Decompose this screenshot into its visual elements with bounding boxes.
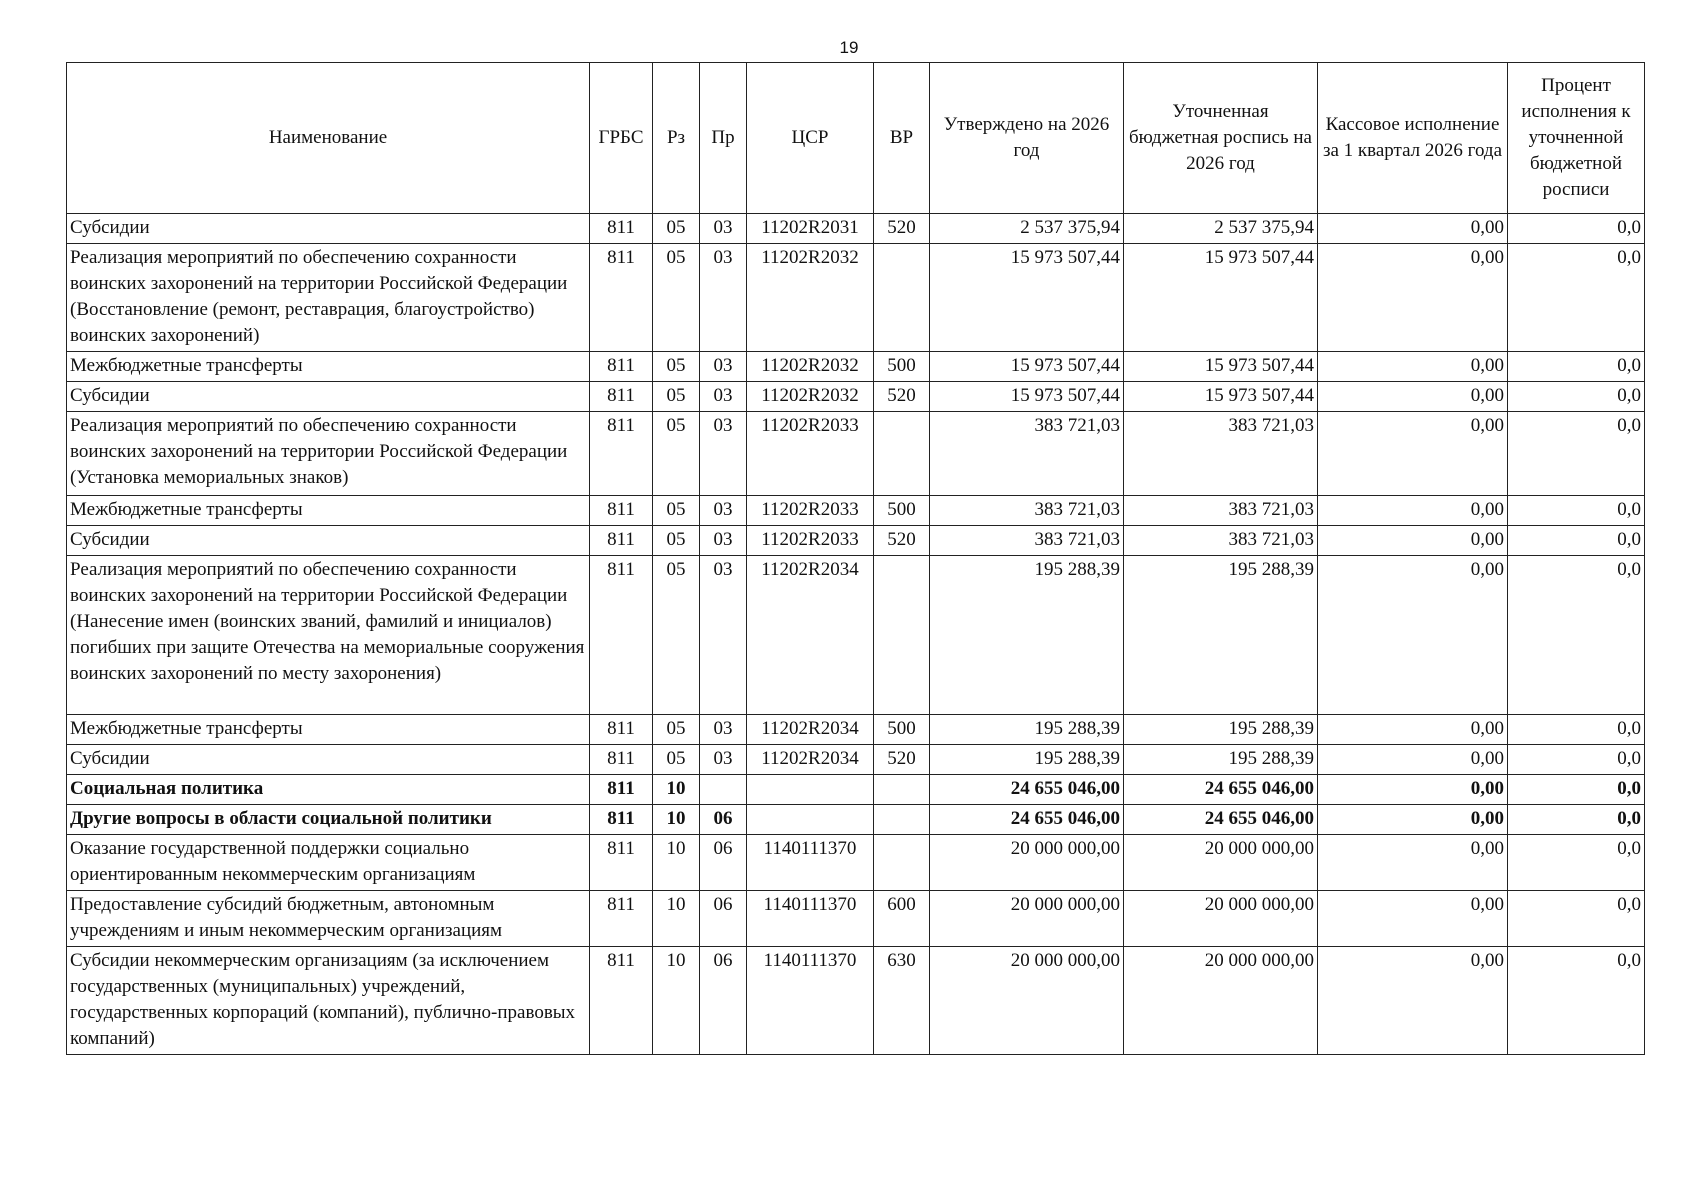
row-vr: 500 — [874, 496, 930, 526]
row-name: Субсидии некоммерческим организациям (за исключением государственных (муниципальных) учреждений, государственных корпораций (компаний), публично-правовых компаний) — [67, 947, 590, 1055]
row-csr: 11202R2032 — [747, 352, 874, 382]
row-grbs: 811 — [590, 805, 653, 835]
row-grbs: 811 — [590, 947, 653, 1055]
header-refined: Уточненная бюджетная роспись на 2026 год — [1124, 63, 1318, 214]
row-csr: 11202R2034 — [747, 745, 874, 775]
row-vr — [874, 412, 930, 496]
row-cash: 0,00 — [1318, 382, 1508, 412]
row-rz: 05 — [653, 745, 700, 775]
row-rz: 05 — [653, 244, 700, 352]
row-pr: 03 — [700, 745, 747, 775]
table-row — [67, 805, 1645, 835]
row-vr: 520 — [874, 745, 930, 775]
row-approved: 383 721,03 — [930, 496, 1124, 526]
row-approved: 195 288,39 — [930, 745, 1124, 775]
table-row — [67, 947, 1645, 1055]
row-cash: 0,00 — [1318, 835, 1508, 891]
row-rz: 10 — [653, 891, 700, 947]
row-approved: 15 973 507,44 — [930, 244, 1124, 352]
row-percent: 0,0 — [1508, 382, 1645, 412]
row-name: Субсидии — [67, 214, 590, 244]
row-csr — [747, 775, 874, 805]
row-vr: 520 — [874, 526, 930, 556]
row-grbs: 811 — [590, 214, 653, 244]
header-grbs: ГРБС — [590, 63, 653, 214]
row-name: Субсидии — [67, 745, 590, 775]
page-number: 19 — [839, 38, 859, 57]
table-row — [67, 891, 1645, 947]
row-approved: 15 973 507,44 — [930, 352, 1124, 382]
row-name: Межбюджетные трансферты — [67, 352, 590, 382]
row-percent: 0,0 — [1508, 745, 1645, 775]
row-csr: 11202R2034 — [747, 715, 874, 745]
row-approved: 20 000 000,00 — [930, 947, 1124, 1055]
row-percent: 0,0 — [1508, 715, 1645, 745]
row-cash: 0,00 — [1318, 775, 1508, 805]
row-rz: 05 — [653, 214, 700, 244]
row-rz: 05 — [653, 556, 700, 715]
row-cash: 0,00 — [1318, 496, 1508, 526]
row-name: Субсидии — [67, 382, 590, 412]
row-grbs: 811 — [590, 835, 653, 891]
row-name: Предоставление субсидий бюджетным, автономным учреждениям и иным некоммерческим организациям — [67, 891, 590, 947]
row-approved: 15 973 507,44 — [930, 382, 1124, 412]
row-name: Реализация мероприятий по обеспечению сохранности воинских захоронений на территории Российской Федерации (Нанесение имен (воинских званий, фамилий и инициалов) погибших при защите Отечества на мемориальные сооружения воинских захоронений по месту захоронения) — [67, 556, 590, 715]
table-header-row — [67, 63, 1645, 214]
row-percent: 0,0 — [1508, 244, 1645, 352]
row-cash: 0,00 — [1318, 214, 1508, 244]
table-row — [67, 352, 1645, 382]
row-grbs: 811 — [590, 556, 653, 715]
row-refined: 15 973 507,44 — [1124, 382, 1318, 412]
row-percent: 0,0 — [1508, 214, 1645, 244]
row-grbs: 811 — [590, 526, 653, 556]
row-vr: 500 — [874, 715, 930, 745]
row-grbs: 811 — [590, 775, 653, 805]
row-pr: 03 — [700, 352, 747, 382]
row-vr: 520 — [874, 214, 930, 244]
row-pr — [700, 775, 747, 805]
row-grbs: 811 — [590, 352, 653, 382]
table-row — [67, 556, 1645, 715]
row-pr: 06 — [700, 805, 747, 835]
row-refined: 24 655 046,00 — [1124, 805, 1318, 835]
row-rz: 05 — [653, 412, 700, 496]
row-vr — [874, 244, 930, 352]
row-approved: 20 000 000,00 — [930, 835, 1124, 891]
row-cash: 0,00 — [1318, 556, 1508, 715]
budget-execution-table — [66, 62, 1645, 1055]
row-approved: 2 537 375,94 — [930, 214, 1124, 244]
row-rz: 05 — [653, 352, 700, 382]
row-percent: 0,0 — [1508, 496, 1645, 526]
row-cash: 0,00 — [1318, 244, 1508, 352]
row-pr: 06 — [700, 835, 747, 891]
table-row — [67, 382, 1645, 412]
header-percent: Процент исполнения к уточненной бюджетной росписи — [1508, 63, 1645, 214]
row-percent: 0,0 — [1508, 835, 1645, 891]
header-pr: Пр — [700, 63, 747, 214]
row-refined: 2 537 375,94 — [1124, 214, 1318, 244]
row-refined: 24 655 046,00 — [1124, 775, 1318, 805]
row-csr: 1140111370 — [747, 891, 874, 947]
row-cash: 0,00 — [1318, 891, 1508, 947]
row-name: Другие вопросы в области социальной политики — [67, 805, 590, 835]
row-pr: 03 — [700, 382, 747, 412]
row-name: Субсидии — [67, 526, 590, 556]
row-approved: 24 655 046,00 — [930, 775, 1124, 805]
row-percent: 0,0 — [1508, 891, 1645, 947]
row-refined: 20 000 000,00 — [1124, 891, 1318, 947]
row-percent: 0,0 — [1508, 556, 1645, 715]
row-percent: 0,0 — [1508, 947, 1645, 1055]
row-percent: 0,0 — [1508, 352, 1645, 382]
row-refined: 383 721,03 — [1124, 526, 1318, 556]
row-rz: 10 — [653, 835, 700, 891]
row-approved: 20 000 000,00 — [930, 891, 1124, 947]
row-grbs: 811 — [590, 891, 653, 947]
row-refined: 20 000 000,00 — [1124, 947, 1318, 1055]
row-grbs: 811 — [590, 244, 653, 352]
row-percent: 0,0 — [1508, 412, 1645, 496]
row-cash: 0,00 — [1318, 715, 1508, 745]
row-refined: 383 721,03 — [1124, 412, 1318, 496]
row-cash: 0,00 — [1318, 947, 1508, 1055]
row-rz: 05 — [653, 526, 700, 556]
row-percent: 0,0 — [1508, 775, 1645, 805]
table-row — [67, 244, 1645, 352]
row-name: Межбюджетные трансферты — [67, 715, 590, 745]
row-vr — [874, 835, 930, 891]
row-rz: 05 — [653, 496, 700, 526]
row-vr: 500 — [874, 352, 930, 382]
row-approved: 383 721,03 — [930, 412, 1124, 496]
row-name: Оказание государственной поддержки социально ориентированным некоммерческим организациям — [67, 835, 590, 891]
row-vr: 630 — [874, 947, 930, 1055]
header-name: Наименование — [67, 63, 590, 214]
row-rz: 10 — [653, 805, 700, 835]
table-row — [67, 412, 1645, 496]
row-cash: 0,00 — [1318, 526, 1508, 556]
row-rz: 10 — [653, 775, 700, 805]
row-pr: 06 — [700, 891, 747, 947]
row-refined: 383 721,03 — [1124, 496, 1318, 526]
row-pr: 06 — [700, 947, 747, 1055]
row-grbs: 811 — [590, 715, 653, 745]
header-cash: Кассовое исполнение за 1 квартал 2026 года — [1318, 63, 1508, 214]
table-row — [67, 496, 1645, 526]
table-row — [67, 775, 1645, 805]
header-csr: ЦСР — [747, 63, 874, 214]
row-approved: 383 721,03 — [930, 526, 1124, 556]
row-vr: 520 — [874, 382, 930, 412]
row-pr: 03 — [700, 496, 747, 526]
row-cash: 0,00 — [1318, 745, 1508, 775]
table-row — [67, 715, 1645, 745]
row-refined: 195 288,39 — [1124, 715, 1318, 745]
row-csr — [747, 805, 874, 835]
row-name: Межбюджетные трансферты — [67, 496, 590, 526]
row-rz: 10 — [653, 947, 700, 1055]
row-percent: 0,0 — [1508, 805, 1645, 835]
row-refined: 15 973 507,44 — [1124, 244, 1318, 352]
row-name: Социальная политика — [67, 775, 590, 805]
row-vr — [874, 556, 930, 715]
row-grbs: 811 — [590, 745, 653, 775]
row-csr: 11202R2031 — [747, 214, 874, 244]
row-vr — [874, 775, 930, 805]
row-cash: 0,00 — [1318, 805, 1508, 835]
row-pr: 03 — [700, 556, 747, 715]
row-refined: 15 973 507,44 — [1124, 352, 1318, 382]
row-approved: 195 288,39 — [930, 556, 1124, 715]
row-pr: 03 — [700, 526, 747, 556]
row-csr: 1140111370 — [747, 947, 874, 1055]
header-rz: Рз — [653, 63, 700, 214]
row-vr: 600 — [874, 891, 930, 947]
row-pr: 03 — [700, 715, 747, 745]
table-row — [67, 526, 1645, 556]
row-pr: 03 — [700, 412, 747, 496]
row-name: Реализация мероприятий по обеспечению сохранности воинских захоронений на территории Российской Федерации (Установка мемориальных знаков) — [67, 412, 590, 496]
table-body — [67, 214, 1645, 1055]
row-grbs: 811 — [590, 412, 653, 496]
row-csr: 11202R2033 — [747, 526, 874, 556]
header-vr: ВР — [874, 63, 930, 214]
row-refined: 195 288,39 — [1124, 556, 1318, 715]
row-csr: 11202R2033 — [747, 412, 874, 496]
row-grbs: 811 — [590, 496, 653, 526]
row-csr: 11202R2032 — [747, 244, 874, 352]
row-vr — [874, 805, 930, 835]
row-csr: 11202R2033 — [747, 496, 874, 526]
row-grbs: 811 — [590, 382, 653, 412]
row-rz: 05 — [653, 715, 700, 745]
table-row — [67, 835, 1645, 891]
row-name: Реализация мероприятий по обеспечению сохранности воинских захоронений на территории Российской Федерации (Восстановление (ремонт, реставрация, благоустройство) воинских захоронений) — [67, 244, 590, 352]
row-refined: 20 000 000,00 — [1124, 835, 1318, 891]
table-row — [67, 214, 1645, 244]
row-cash: 0,00 — [1318, 412, 1508, 496]
row-pr: 03 — [700, 214, 747, 244]
row-cash: 0,00 — [1318, 352, 1508, 382]
table-row — [67, 745, 1645, 775]
row-csr: 11202R2034 — [747, 556, 874, 715]
row-rz: 05 — [653, 382, 700, 412]
row-approved: 24 655 046,00 — [930, 805, 1124, 835]
row-csr: 11202R2032 — [747, 382, 874, 412]
row-approved: 195 288,39 — [930, 715, 1124, 745]
row-pr: 03 — [700, 244, 747, 352]
row-refined: 195 288,39 — [1124, 745, 1318, 775]
row-csr: 1140111370 — [747, 835, 874, 891]
header-approved: Утверждено на 2026 год — [930, 63, 1124, 214]
row-percent: 0,0 — [1508, 526, 1645, 556]
